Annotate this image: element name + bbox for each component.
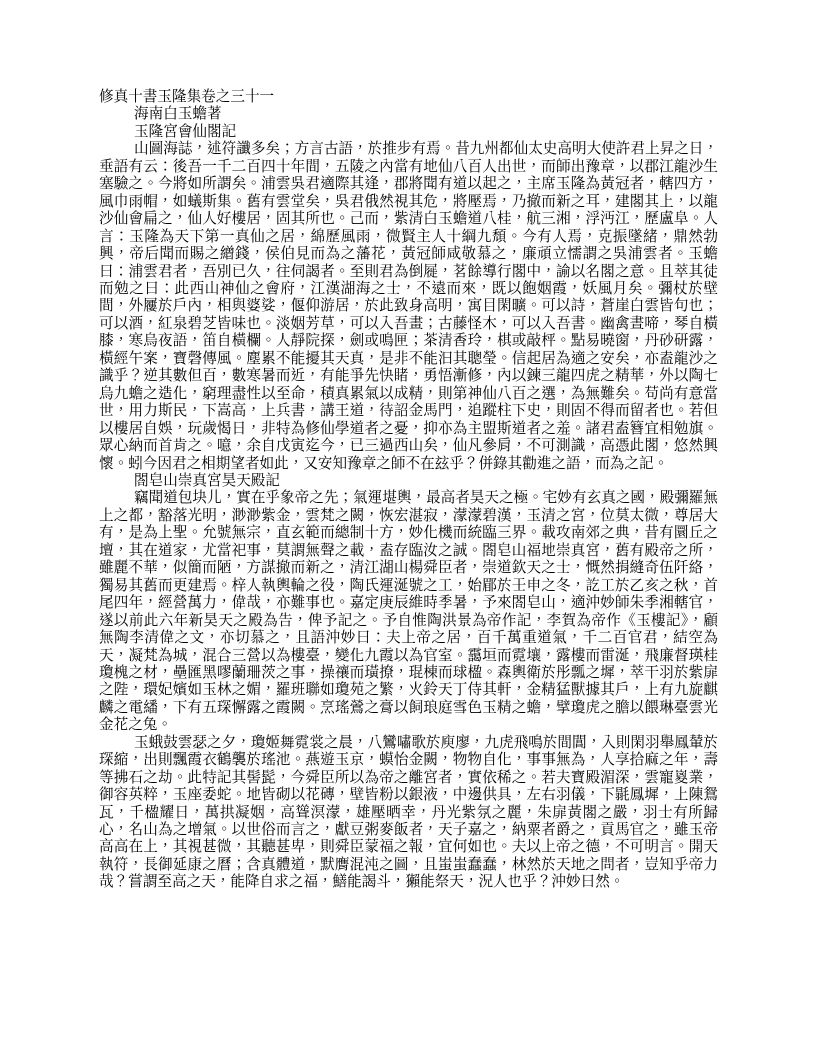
section-1-heading: 玉隆宮會仙閣記 xyxy=(134,123,237,140)
document-author: 海南白玉蟾著 xyxy=(134,106,222,123)
section-2-paragraph-2: 玉蛾鼓雲瑟之夕，瓊姬舞霓裳之晨，八鸞嘯歌於庾廖，九虎飛鳴於間閶，入則閑羽舉鳳輦於琛縮，出則飄霞衣鶴襲於瑤池。燕遊玉京，蟆怡金闕，物物自化，事事無為，人享拾麻之年，壽等拂石之劫。此特記其髻髭，今舜臣所以為帝之離宮者，實依稀之。若夫寶殿湄深，雲寵嵏業，御容英粹，玉座委蛇。地皆砌以花磚，壁皆粉以銀液，中邊供具，左右羽儀，下毾鳳墀，上陳鴛瓦，千楹耀日，萬拱凝姻，高聳溟濛，雄壓晒幸，丹光紫氛之麗，朱扉黃閣之嚴，羽士有所歸心，名山為之增氣。以世俗而言之，獻豆粥麥飯者，天子嘉之，納粟者爵之，貢馬官之，雖玉帝高高在上，其視甚微，其聽甚卑，則舜臣蒙福之報，宜何如也。夫以上帝之德，不可明言。開天執符，長御延康之曆；含真體道，默膺混沌之圖，且蚩蚩蠢蠢，林然於天地之問者，豈知乎帝力哉？嘗謂至高之天，能降自求之福，鱔能謁斗，獺能祭天，況人也乎？沖妙曰然。 xyxy=(99,734,718,891)
document-title: 修真十書玉隆集卷之三十一 xyxy=(99,89,275,105)
section-1-paragraph-1: 山圖海誌，述符讖多矣；方言古語，於推步有焉。昔九州都仙太史高明大使許君上昇之日，垂語有云：後吾一千二百四十年間，五陵之內當有地仙八百人出世，而師出豫章，以郡江龍沙生塞驗之。今將如所謂矣。浦雲吳君適際其逢，郡將聞有道以起之，主席玉隆為黃冠者，轄四方，風巾雨帽，如蟻斯集。舊有雲堂矣，吳君俄然視其危，將壓焉，乃撤而新之耳，建閣其上，以龍沙仙會扁之，仙人好樓居，固其所也。己而，紫清白玉蟾道八桂，航三湘，浮沔江，歷盧阜。人言：玉隆為天下第一真仙之居，綿歷風雨，微賢主人十綱九頹。今有人焉，克振墜緒，鼎然勃興，帝后聞而賜之繒錢，侯伯見而為之藩花，黃冠師咸敬慕之，廉頑立懦謂之吳浦雲者。玉蟾曰：浦雲君者，吾別已久，往伺謁者。至則君為倒屣，茗餘導行閣中，諭以名閣之意。且萃其徒而勉之曰：此西山神仙之會府，江漢湖海之士，不遠而來，既以飽姻霞，妖風月矣。彌杖於壁間，外屨於戶內，相與婆娑，偃仰游居，於此致身高明，寓目閑曠。可以詩，蒼崖白雲皆句也；可以酒，紅泉碧芝皆味也。淡姻芳草，可以入吾畫；古藤怪木，可以入吾書。幽禽晝啼，琴自橫膝，寒烏夜語，笛自橫欄。人靜院探，劍或鳴匣；茶清香玲，棋或敲枰。點易曉窗，丹砂研露，橫經午案，寶磬傳風。塵累不能擾其天真，是非不能汩其聰瑩。信起居為適之安矣，亦盍龍沙之識乎？逆其數但百，數寒暑而近，有能爭先快睹，勇悟漸修，內以鍊三龍四虎之精華，外以陶七烏九蟾之造化，窮理盡性以至命，積真累氣以成精，則第神仙八百之選，為無難矣。苟尚有意當世，用力斯民，下嵩高，上兵書，講王道，待詔金馬門，追蹤柱下史，則固不得而留者也。若但以樓居自娛，玩歲愒日，非特為修仙學道者之憂，抑亦為主盟斯道者之羞。諸君盍簪宜相勉旗。眾心納而首肯之。噫，余自戊寅迄今，已三過西山矣，仙凡參肩，不可測識，高憑此閣，悠然興懷。蚓今因君之相期望者如此，又安知豫章之師不在玆乎？併錄其勸進之語，而為之記。 xyxy=(99,141,718,472)
section-2-paragraph-1: 竊聞道包块儿，實在乎象帝之先；氣運堪輿，最高者昊天之極。宅妙有玄真之國，殿彌羅無上之都，豁落光明，渺渺紫金，雲梵之闕，恢宏湛寂，濛濛碧漢，玉清之宮，位莫太微，尊居大有，是為上聖。允號無宗，直玄範而總制十方，妙化機而統臨三界。載攻南郊之典，昔有圜丘之壇，其在道家，尤當祀事，莫謂無聲之載，盍存臨汝之誠。閤皂山福地崇真宮，舊有殿帝之所，雖麗不華，似簡而陋，方謀撤而新之，清江湖山楊舜臣者，崇道欽天之士，慨然捐縫奇伍阡絡，獨易其舊而更建焉。梓人執輿輪之役，陶氏運涎號之工，始郿於壬申之冬，訖工於乙亥之秋，首尾四年，經營萬力，偉哉，亦難事也。嘉定庚辰維時季暑，予來閤皂山，適沖妙師朱季湘轄官，遂以前此六年新昊天之殿為告，俾予記之。予自惟陶洪景為帝作記，李賀為帝作《玉樓記》，顧無陶李清偉之文，亦切慕之，且語沖妙曰：夫上帝之居，百千萬重道氣，千二百官君，結空為天，凝梵為城，混合三營以為樓臺，變化九霞以為官室。靄垣而霓壤，露樓而雷涎，飛廉督瑛桂瓊槐之材，壘匯黑嘐蘭珊茨之事，操禳而璜撩，琨棟而球楹。森輿衛於彤瓢之墀，萃干羽於紫扉之陛，環妃嬪如玉林之媚，羅班聯如瓊苑之繁，火鈴天丁侍其軒，金精猛獸據其戶，上有九旋麒麟之電繙，下有五琛懈露之霞闕。烹瑤鶯之膏以飼琅庭雪色玉精之蟾，擘瓊虎之膽以餵琳臺雲光金花之兔。 xyxy=(99,490,718,734)
section-2-heading: 閤皂山崇真宮昊天殿記 xyxy=(134,472,280,489)
